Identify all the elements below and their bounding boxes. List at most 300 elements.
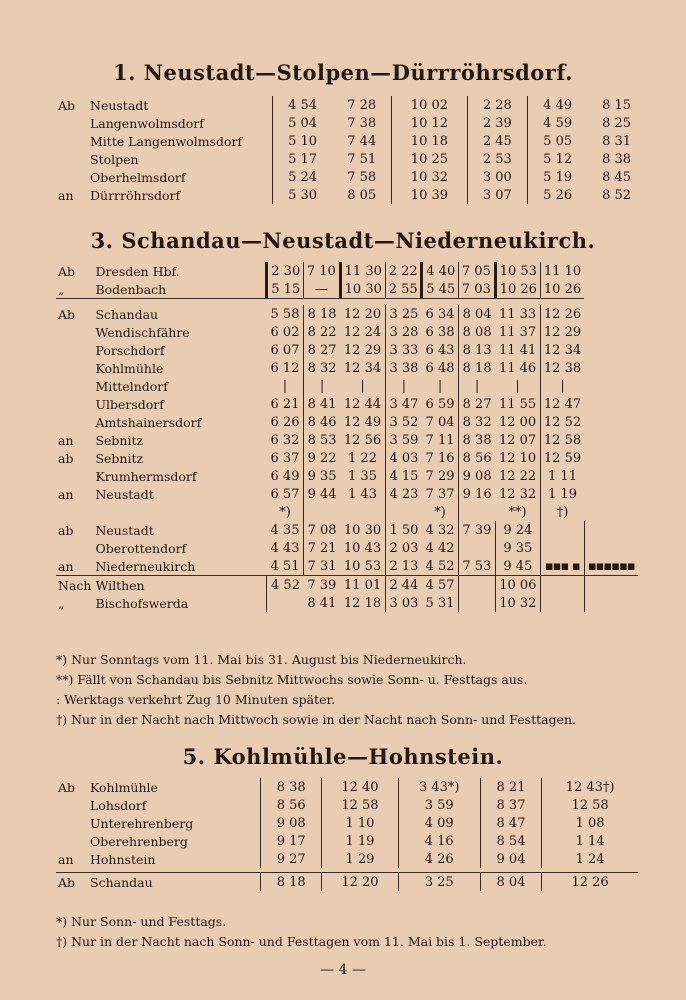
empty-cell (584, 594, 638, 612)
departure-time: 10 12 (392, 114, 467, 132)
departure-time: 9 44 (304, 485, 341, 503)
departure-time: 9 24 (495, 521, 540, 539)
departure-time: 4 16 (398, 832, 480, 850)
section-3-note-2: **) Fällt von Schandau bis Sebnitz Mittwochs sowie Sonn- u. Festtags aus. (56, 672, 528, 687)
station-name: Unterehrenberg (90, 815, 194, 831)
departure-time: 3 25 (385, 305, 422, 323)
departure-time: 10 06 (495, 576, 540, 595)
arrival-departure-label (56, 150, 88, 168)
page-number: — 4 — (320, 962, 366, 978)
departure-time: 10 18 (392, 132, 467, 150)
departure-time: 11 30 (340, 262, 385, 280)
departure-time: 8 15 (602, 97, 632, 113)
departure-time: 12 58 (322, 796, 398, 814)
station-name: Langenwolmsdorf (90, 115, 204, 131)
departure-time: 4 43 (270, 540, 300, 556)
section-5-title: 5. Kohlmühle—Hohnstein. (182, 744, 504, 769)
departure-time: 5 31 (425, 595, 455, 611)
station-name: Oberhelmsdorf (90, 169, 186, 185)
departure-time: 6 49 (270, 468, 300, 484)
departure-time: 7 10 (304, 262, 341, 280)
station-name: Neustadt (90, 97, 149, 113)
footnote-mark: **) (508, 504, 527, 520)
departure-time: 12 43†) (542, 778, 638, 796)
arrival-departure-label: ab (58, 450, 74, 466)
departure-time: 7 08 (304, 521, 341, 539)
table-row (56, 796, 638, 814)
departure-time: 3 47 (385, 395, 422, 413)
departure-time (267, 594, 304, 612)
departure-time: 7 58 (347, 169, 377, 185)
empty-cell (540, 521, 584, 539)
departure-time: 5 58 (270, 306, 300, 322)
departure-time: | (360, 378, 365, 394)
departure-time: 12 40 (322, 778, 398, 796)
departure-time: 12 29 (540, 323, 584, 341)
section-3-note-4: †) Nur in der Nacht nach Mittwoch sowie in der Nacht nach Sonn- und Festtagen. (56, 712, 576, 727)
departure-time: 5 10 (273, 132, 333, 150)
arrival-departure-label: Ab (58, 97, 76, 113)
empty-cell (540, 539, 584, 557)
departure-time: 10 30 (340, 280, 385, 299)
section-5-table (56, 778, 638, 891)
departure-time: 8 32 (304, 359, 341, 377)
departure-time: 3 00 (467, 168, 528, 186)
departure-time: 7 03 (459, 280, 496, 299)
footnote-mark: †) (540, 503, 584, 521)
no-service-mark: ▪▪▪ ▪ (544, 558, 580, 574)
station-name: Sebnitz (95, 450, 144, 466)
departure-time: 7 16 (425, 450, 455, 466)
table-row (56, 114, 646, 132)
departure-time: 8 31 (602, 133, 632, 149)
departure-time: 7 39 (304, 576, 341, 595)
departure-time: 2 30 (267, 262, 304, 280)
departure-time: 10 25 (392, 150, 467, 168)
station-name: Schandau (95, 306, 159, 322)
station-name: Ulbersdorf (95, 396, 164, 412)
departure-time: 8 38 (602, 151, 632, 167)
departure-time: 8 27 (304, 341, 341, 359)
footnote-mark (459, 503, 496, 521)
departure-time: 7 53 (459, 557, 496, 576)
table-row (56, 186, 646, 204)
departure-time: 9 08 (459, 467, 496, 485)
departure-time: 3 38 (385, 359, 422, 377)
arrival-departure-label: an (56, 557, 93, 576)
table-row (56, 323, 638, 341)
table-row (56, 521, 638, 539)
departure-time: 2 13 (385, 557, 422, 576)
departure-time: 1 19 (322, 832, 398, 850)
departure-time: 8 38 (261, 778, 322, 796)
departure-time: 7 04 (425, 414, 455, 430)
departure-time (459, 594, 496, 612)
departure-time (459, 576, 496, 595)
departure-time: 10 02 (392, 96, 467, 114)
departure-time: 4 52 (422, 557, 459, 576)
departure-time: 3 59 (398, 796, 480, 814)
departure-time: 5 30 (273, 186, 333, 204)
departure-time: 4 26 (398, 850, 480, 868)
departure-time: 7 39 (459, 521, 496, 539)
arrival-departure-label (56, 132, 88, 150)
departure-time: 9 27 (261, 850, 322, 868)
table-row (56, 280, 638, 299)
departure-time: 6 02 (270, 324, 300, 340)
departure-time: 8 25 (602, 115, 632, 131)
departure-time: 5 04 (273, 114, 333, 132)
departure-time: 1 11 (540, 467, 584, 485)
departure-time: 12 59 (540, 449, 584, 467)
station-name: Wilthen (93, 576, 267, 595)
departure-time: 11 33 (498, 306, 537, 322)
departure-time: 12 26 (542, 873, 638, 892)
departure-time: 11 46 (498, 360, 537, 376)
departure-time: 12 22 (498, 468, 537, 484)
departure-time: 12 18 (343, 595, 382, 611)
departure-time: 9 45 (495, 557, 540, 576)
departure-time: 8 47 (480, 814, 541, 832)
departure-time: 5 26 (528, 186, 588, 204)
station-name: Porschdorf (95, 342, 165, 358)
departure-time: 12 10 (498, 450, 537, 466)
departure-time: 12 34 (343, 360, 382, 376)
arrival-departure-label: „ (56, 280, 93, 299)
departure-time: 6 43 (425, 342, 455, 358)
arrival-departure-label: Ab (58, 263, 76, 279)
departure-time: 11 37 (498, 324, 537, 340)
departure-time: 8 37 (480, 796, 541, 814)
empty-cell (540, 557, 584, 576)
arrival-departure-label: an (58, 851, 74, 867)
departure-time: 12 26 (540, 305, 584, 323)
arrival-departure-label (56, 359, 93, 377)
departure-time: 12 29 (343, 342, 382, 358)
arrival-departure-label (56, 814, 88, 832)
departure-time: 12 44 (343, 396, 382, 412)
departure-time: 8 05 (347, 187, 377, 203)
section-3-note-1: *) Nur Sonntags vom 11. Mai bis 31. August bis Niederneukirch. (56, 652, 467, 667)
departure-time: 12 58 (542, 796, 638, 814)
departure-time: 4 51 (267, 557, 304, 576)
departure-time: 4 54 (273, 96, 333, 114)
arrival-departure-label (56, 395, 93, 413)
arrival-departure-label (56, 341, 93, 359)
arrival-departure-label: Ab (58, 874, 76, 890)
departure-time: 10 39 (392, 186, 467, 204)
departure-time: 2 55 (385, 280, 422, 299)
departure-time: 7 11 (425, 432, 455, 448)
departure-time: 6 48 (425, 360, 455, 376)
section-3-note-3: : Werktags verkehrt Zug 10 Minuten später. (56, 692, 336, 707)
departure-time: 9 08 (261, 814, 322, 832)
departure-time: 3 03 (385, 594, 422, 612)
departure-time: 11 10 (540, 262, 584, 280)
table-row (56, 850, 638, 868)
departure-time: 1 35 (348, 468, 377, 484)
station-name: Krumhermsdorf (95, 468, 197, 484)
departure-time: 6 38 (425, 324, 455, 340)
departure-time: 2 45 (467, 132, 528, 150)
departure-time: 9 04 (480, 850, 541, 868)
station-name: Stolpen (90, 151, 139, 167)
table-row (56, 594, 638, 612)
departure-time: 3 28 (385, 323, 422, 341)
table-row (56, 449, 638, 467)
empty-cell (540, 594, 584, 612)
departure-time: 4 23 (385, 485, 422, 503)
station-name: Bischofswerda (95, 595, 189, 611)
station-name: Neustadt (95, 486, 154, 502)
departure-time: 10 53 (340, 557, 385, 576)
departure-time: 1 43 (348, 486, 377, 502)
departure-time: 12 56 (343, 432, 382, 448)
departure-time: 9 17 (261, 832, 322, 850)
departure-time: 6 34 (425, 306, 455, 322)
arrival-departure-label: an (58, 187, 74, 203)
departure-time: 8 04 (480, 873, 541, 892)
arrival-departure-label: ab (58, 522, 74, 538)
table-row (56, 96, 646, 114)
departure-time: 6 37 (270, 450, 300, 466)
departure-time: 3 33 (385, 341, 422, 359)
departure-time: 2 22 (385, 262, 422, 280)
departure-time: 8 22 (304, 323, 341, 341)
departure-time: 10 30 (343, 522, 382, 538)
empty-cell (584, 557, 638, 576)
departure-time: 3 43*) (398, 778, 480, 796)
departure-time: 4 52 (267, 576, 304, 595)
departure-time: 8 18 (459, 359, 496, 377)
departure-time: 10 26 (540, 280, 584, 299)
departure-time: 7 44 (347, 133, 377, 149)
station-name: Wendischfähre (95, 324, 190, 340)
arrival-departure-label (56, 539, 93, 557)
empty-cell (584, 576, 638, 595)
station-name: Dresden Hbf. (95, 263, 180, 279)
station-name: Hohnstein (90, 851, 156, 867)
arrival-departure-label: Ab (58, 306, 76, 322)
departure-time: 4 40 (422, 262, 459, 280)
departure-time: 7 38 (347, 115, 377, 131)
table-row (56, 557, 638, 576)
table-row (56, 168, 646, 186)
departure-time: | (385, 377, 422, 395)
departure-time: 1 10 (322, 814, 398, 832)
departure-time: 12 49 (343, 414, 382, 430)
departure-time: 6 07 (270, 342, 300, 358)
departure-time: 6 57 (270, 486, 300, 502)
departure-time: 7 05 (459, 262, 496, 280)
arrival-departure-label (56, 323, 93, 341)
departure-time: 8 52 (602, 187, 632, 203)
departure-time: — (304, 280, 341, 299)
departure-time: 7 37 (425, 486, 455, 502)
departure-time: 6 59 (425, 396, 455, 412)
departure-time: 6 32 (270, 432, 300, 448)
station-name: Neustadt (95, 522, 154, 538)
departure-time: 7 31 (304, 557, 341, 576)
arrival-departure-label: Ab (58, 779, 76, 795)
departure-time: 7 21 (304, 539, 341, 557)
departure-time: 2 03 (385, 539, 422, 557)
table-row (56, 395, 638, 413)
empty-cell (584, 539, 638, 557)
table-row (56, 132, 646, 150)
departure-time: 5 12 (528, 150, 588, 168)
departure-time: 9 35 (495, 539, 540, 557)
section-1-title: 1. Neustadt—Stolpen—Dürrröhrsdorf. (113, 60, 573, 85)
table-row (56, 305, 638, 323)
departure-time: 8 32 (459, 413, 496, 431)
departure-time: 12 34 (540, 341, 584, 359)
departure-time: 8 56 (261, 796, 322, 814)
departure-time: 4 32 (425, 522, 455, 538)
footnote-mark: *) (279, 504, 291, 520)
table-row (56, 150, 646, 168)
departure-time: 12 24 (343, 324, 382, 340)
departure-time: 8 27 (459, 395, 496, 413)
departure-time: 9 22 (304, 449, 341, 467)
arrival-departure-label: „ (58, 595, 65, 611)
empty-cell (584, 521, 638, 539)
footnote-mark: *) (434, 504, 446, 520)
arrival-departure-label (56, 796, 88, 814)
departure-time: 1 08 (542, 814, 638, 832)
departure-time: 5 19 (528, 168, 588, 186)
section-5-note-2: †) Nur in der Nacht nach Sonn- und Festtagen vom 11. Mai bis 1. September. (56, 934, 547, 949)
arrival-departure-label (56, 467, 93, 485)
departure-time: 12 07 (498, 432, 537, 448)
station-name: Amtshainersdorf (95, 414, 202, 430)
departure-time: 12 47 (540, 395, 584, 413)
empty-cell (540, 576, 584, 595)
footnote-mark (340, 503, 385, 521)
arrival-departure-label (56, 114, 88, 132)
section-3-table (56, 262, 638, 612)
departure-time: 6 12 (270, 360, 300, 376)
departure-time: 9 35 (304, 467, 341, 485)
table-row (56, 359, 638, 377)
departure-time: 7 51 (347, 151, 377, 167)
arrival-departure-label (56, 413, 93, 431)
departure-time: 8 38 (459, 431, 496, 449)
departure-time: 6 21 (270, 396, 300, 412)
departure-time: 10 32 (495, 594, 540, 612)
departure-time: 4 59 (528, 114, 588, 132)
departure-time: 11 01 (340, 576, 385, 595)
station-name: Mitte Langenwolmsdorf (90, 133, 243, 149)
table-row (56, 341, 638, 359)
departure-time: 8 13 (459, 341, 496, 359)
departure-time: 1 24 (542, 850, 638, 868)
departure-time: 8 45 (602, 169, 632, 185)
departure-time: 12 20 (322, 873, 398, 892)
footnote-mark (304, 503, 341, 521)
departure-time: 1 19 (540, 485, 584, 503)
departure-time: 5 05 (528, 132, 588, 150)
arrival-departure-label (56, 168, 88, 186)
departure-time: 5 24 (273, 168, 333, 186)
departure-time: 4 42 (425, 540, 455, 556)
departure-time: 5 15 (267, 280, 304, 299)
departure-time (459, 539, 496, 557)
departure-time: 11 55 (498, 396, 537, 412)
departure-time: 7 28 (347, 97, 377, 113)
departure-time: 4 49 (528, 96, 588, 114)
table-row (56, 262, 638, 280)
departure-time: 4 15 (385, 467, 422, 485)
table-row (56, 778, 638, 796)
station-name: Lohsdorf (90, 797, 147, 813)
departure-time: 3 25 (398, 873, 480, 892)
table-row (56, 431, 638, 449)
departure-time: 1 14 (542, 832, 638, 850)
departure-time: 11 41 (498, 342, 537, 358)
departure-time: 1 22 (348, 450, 377, 466)
arrival-departure-label (56, 377, 93, 395)
departure-time: 12 32 (498, 486, 537, 502)
table-row (56, 413, 638, 431)
table-row (56, 377, 638, 395)
departure-time: 8 21 (480, 778, 541, 796)
departure-time: 2 53 (467, 150, 528, 168)
departure-time: 8 41 (307, 595, 337, 611)
departure-time: 8 04 (459, 305, 496, 323)
departure-time: 8 56 (459, 449, 496, 467)
table-row (56, 814, 638, 832)
arrival-departure-label: an (58, 486, 74, 502)
table-row (56, 576, 638, 595)
table-row (56, 485, 638, 503)
table-row (56, 873, 638, 892)
departure-time: 4 35 (270, 522, 300, 538)
departure-time: 12 20 (343, 306, 382, 322)
departure-time: 10 53 (495, 262, 540, 280)
section-3-title: 3. Schandau—Neustadt—Niederneukirch. (90, 228, 596, 253)
departure-time: 8 18 (261, 873, 322, 892)
departure-time: 5 45 (422, 280, 459, 299)
departure-time: 8 53 (304, 431, 341, 449)
departure-time: | (459, 377, 496, 395)
departure-time: 5 17 (273, 150, 333, 168)
departure-time: 2 39 (467, 114, 528, 132)
departure-time: 1 29 (322, 850, 398, 868)
departure-time: 10 32 (392, 168, 467, 186)
departure-time: 3 52 (385, 413, 422, 431)
station-name: Schandau (90, 874, 153, 890)
station-name: Mittelndorf (95, 378, 168, 394)
arrival-departure-label: Nach (58, 577, 92, 593)
section-5-note-1: *) Nur Sonn- und Festtags. (56, 914, 227, 929)
departure-time: 7 29 (425, 468, 455, 484)
table-row (56, 832, 638, 850)
departure-time: 10 43 (343, 540, 382, 556)
departure-time: | (304, 377, 341, 395)
departure-time: 2 28 (467, 96, 528, 114)
departure-time: 6 26 (270, 414, 300, 430)
station-name: Bodenbach (93, 280, 267, 299)
departure-time: 12 52 (540, 413, 584, 431)
departure-time: 3 59 (385, 431, 422, 449)
departure-time: 12 00 (498, 414, 537, 430)
departure-time: 2 44 (385, 576, 422, 595)
station-name: Sebnitz (95, 432, 144, 448)
station-name: Oberehrenberg (90, 833, 188, 849)
departure-time: 9 16 (459, 485, 496, 503)
departure-time: | (282, 378, 288, 394)
